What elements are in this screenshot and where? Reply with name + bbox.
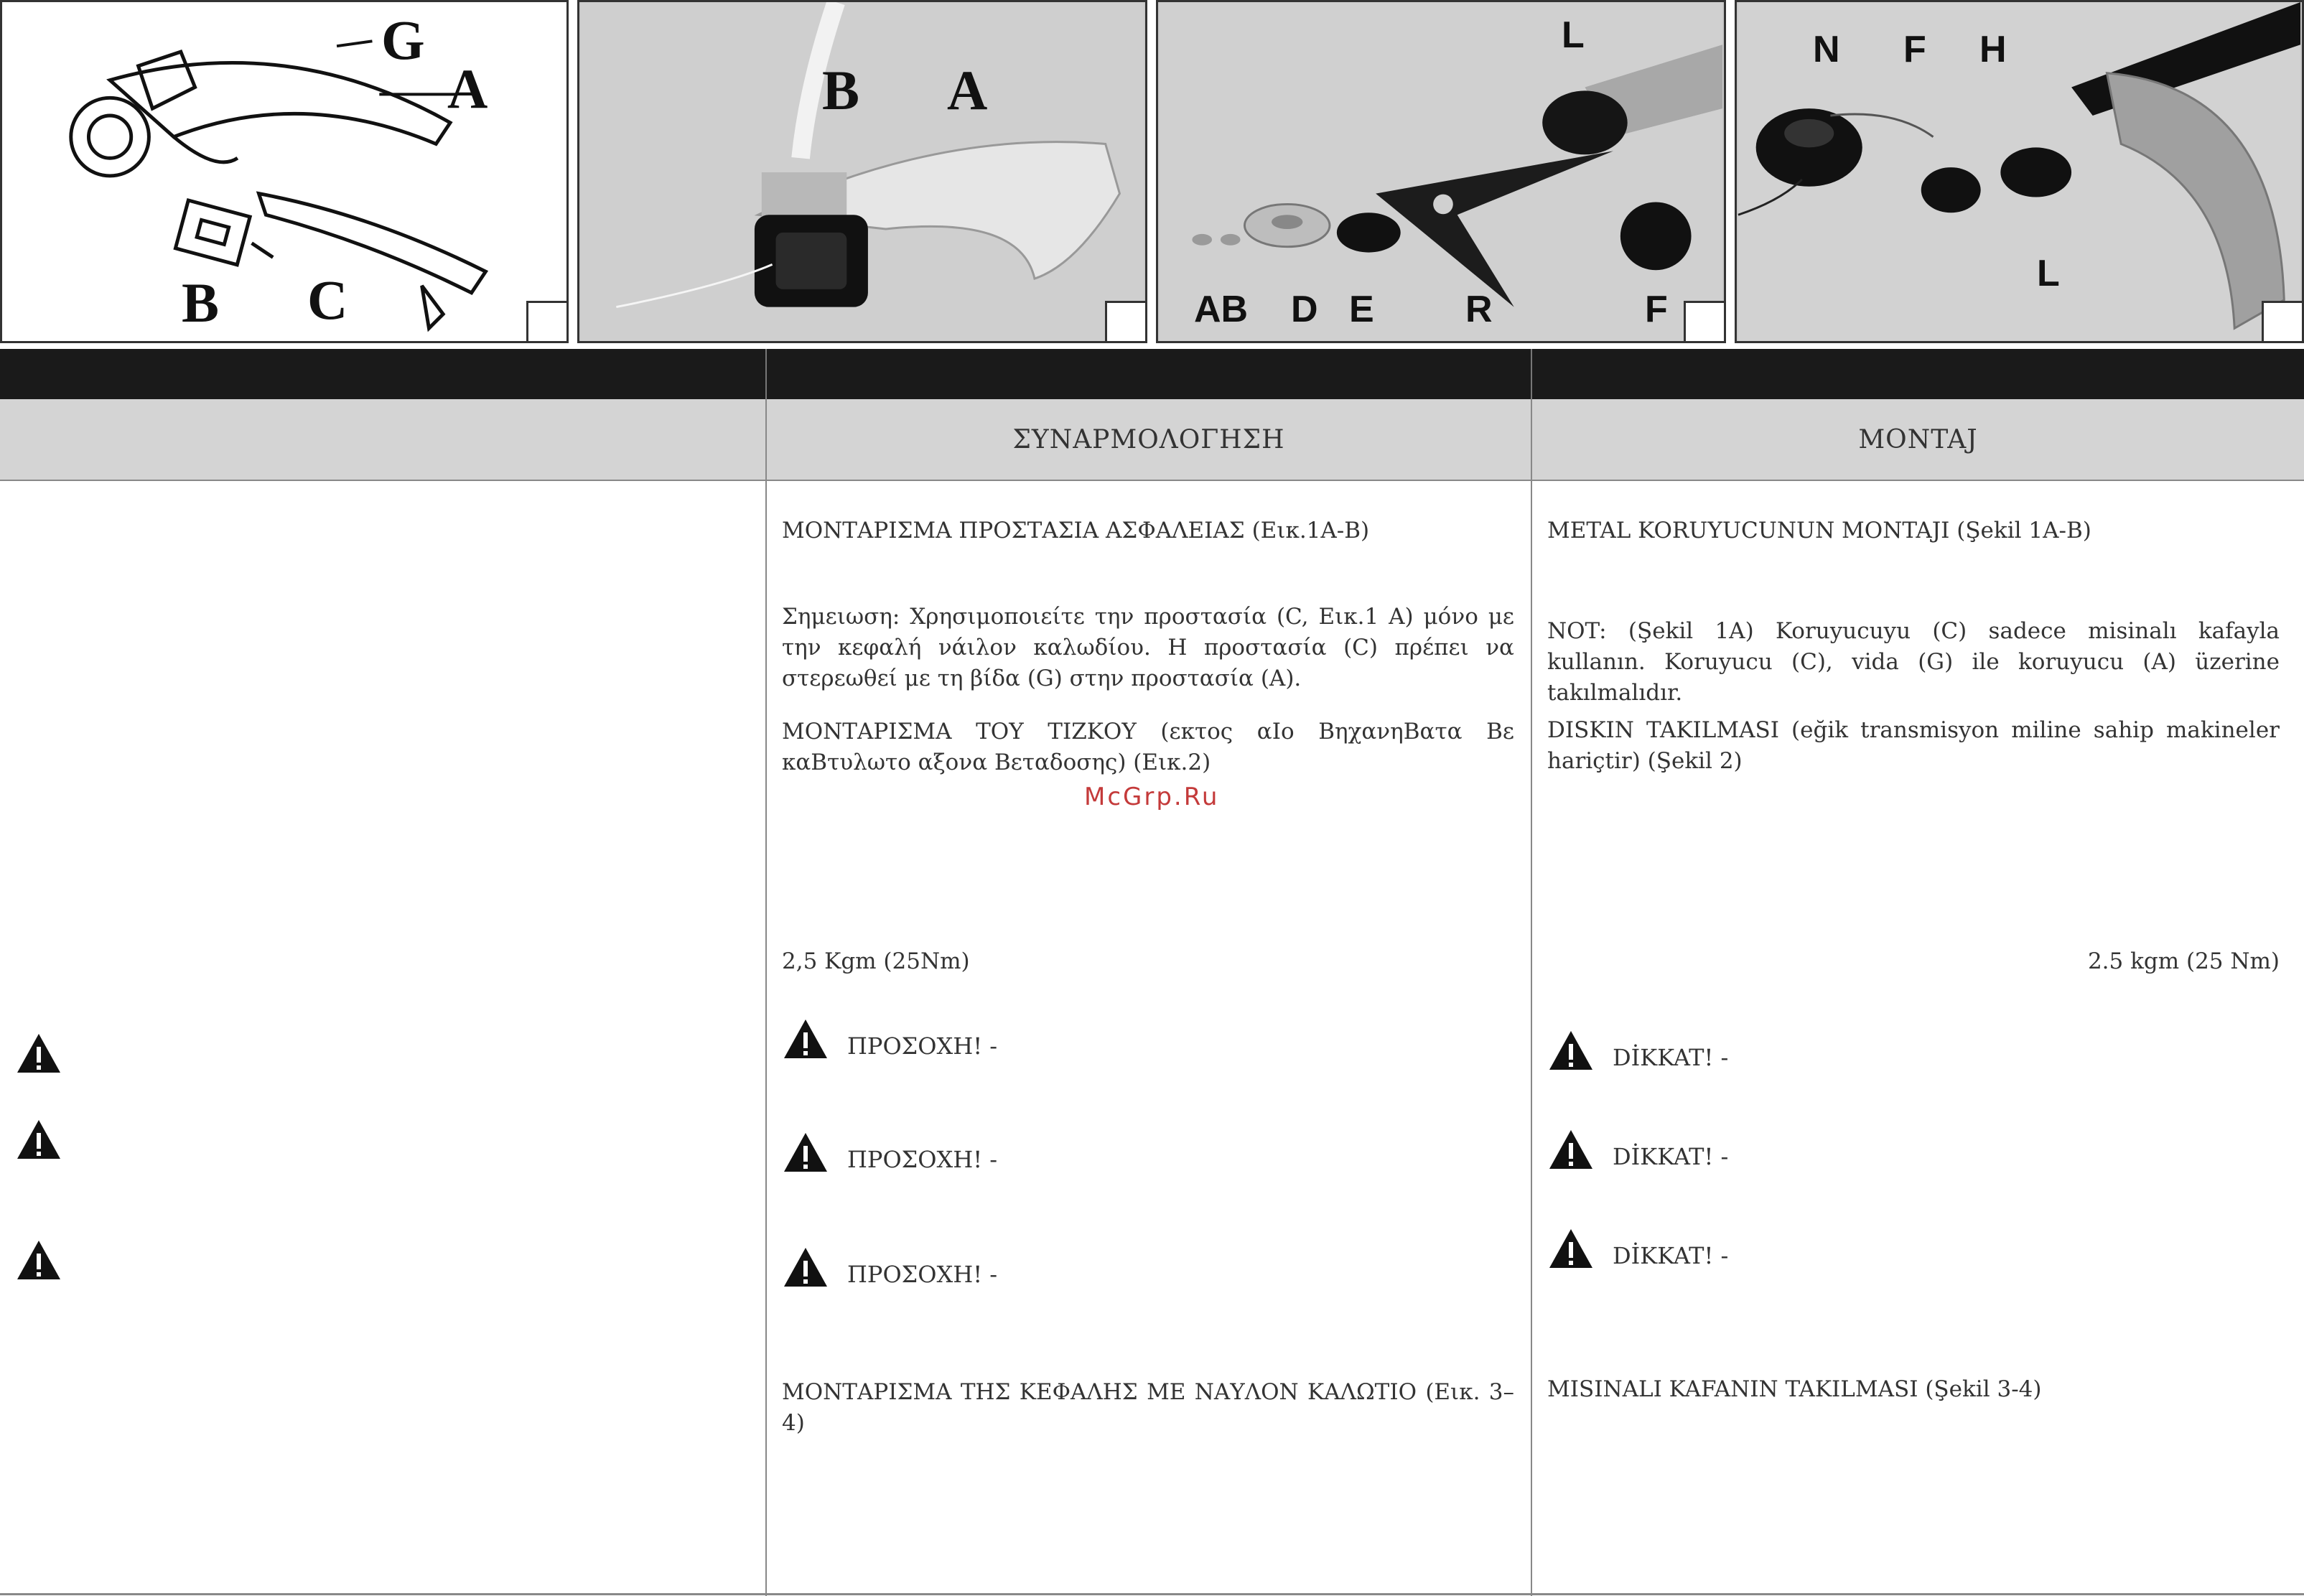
warning-row bbox=[16, 1238, 62, 1284]
greek-warning-3 bbox=[783, 1245, 997, 1291]
column-divider bbox=[1531, 399, 1532, 1596]
label-n: N bbox=[1813, 29, 1840, 70]
warning-text: DİKKAT! - bbox=[1613, 1044, 1729, 1071]
label-l: L bbox=[1562, 14, 1585, 56]
greek-warning-1 bbox=[783, 1017, 997, 1063]
turkish-warning-3 bbox=[1548, 1226, 1728, 1272]
figure-1a-guard-drawing bbox=[0, 0, 569, 343]
figure-1b-guard-photo bbox=[577, 0, 1147, 343]
warning-icon bbox=[1548, 1028, 1594, 1074]
label-b: B bbox=[182, 271, 220, 334]
warning-icon bbox=[783, 1245, 829, 1291]
figure-number-box bbox=[526, 301, 566, 341]
warning-text: DİKKAT! - bbox=[1613, 1242, 1729, 1269]
column-header-row bbox=[0, 399, 2304, 481]
warning-icon bbox=[16, 1117, 62, 1163]
figure-number-box bbox=[2262, 301, 2302, 341]
turkish-warning-2 bbox=[1548, 1127, 1728, 1173]
label-b: B bbox=[822, 59, 860, 121]
label-e: E bbox=[1349, 289, 1374, 330]
turkish-warning-1 bbox=[1548, 1028, 1728, 1074]
turkish-torque: 2.5 kgm (25 Nm) bbox=[2087, 948, 2280, 974]
guard-drawing bbox=[2, 2, 566, 341]
label-h: H bbox=[1979, 29, 2007, 70]
warning-icon bbox=[1548, 1226, 1594, 1272]
turkish-column-title: MONTAJ bbox=[1858, 425, 1978, 454]
label-d: D bbox=[1291, 289, 1318, 330]
bar-divider bbox=[1531, 349, 1532, 399]
watermark: McGrp.Ru bbox=[1084, 783, 1220, 811]
label-f: F bbox=[1645, 289, 1668, 330]
warning-text: ΠΡΟΣΟΧΗ! - bbox=[847, 1032, 998, 1060]
figure-3-4-nylon-head bbox=[1735, 0, 2304, 343]
column-divider bbox=[765, 399, 767, 1596]
figure-number-box bbox=[1684, 301, 1724, 341]
table-top-bar bbox=[0, 349, 2304, 399]
label-ab: AB bbox=[1194, 289, 1249, 330]
warning-row bbox=[16, 1117, 62, 1163]
figure-2-disc-parts bbox=[1156, 0, 1726, 343]
warning-text: ΠΡΟΣΟΧΗ! - bbox=[847, 1261, 998, 1288]
label-a: A bbox=[447, 57, 488, 120]
label-l: L bbox=[2037, 253, 2060, 294]
label-f: F bbox=[1903, 29, 1926, 70]
warning-icon bbox=[1548, 1127, 1594, 1173]
warning-row bbox=[16, 1031, 62, 1077]
greek-torque: 2,5 Kgm (25Nm) bbox=[782, 948, 970, 974]
turkish-note: NOT: (Şekil 1A) Koruyucuyu (C) sadece misinalı kafayla kullanın. Koruyucu (C), vida (G) ile koruyucu (A) üzerine takılmalıdır. bbox=[1547, 618, 2280, 706]
greek-guard-heading: ΜΟΝΤΑΡΙΣΜΑ ΠΡΟΣΤΑΣΙΑ ΑΣΦΑΛΕΙΑΣ (Εικ.1A-B) bbox=[782, 518, 1370, 543]
label-r: R bbox=[1465, 289, 1493, 330]
greek-head-heading: ΜΟΝΤΑΡΙΣΜΑ ΤΗΣ ΚΕΦΑΛΗΣ ΜΕ ΝΑΥΛΟΝ ΚΑΛΩΤΙΟ (Εικ. 3–4) bbox=[782, 1379, 1514, 1436]
warning-icon bbox=[783, 1017, 829, 1063]
label-a: A bbox=[947, 59, 988, 121]
label-c: C bbox=[307, 269, 348, 331]
greek-warning-2 bbox=[783, 1130, 997, 1176]
bar-divider bbox=[765, 349, 767, 399]
warning-icon bbox=[783, 1130, 829, 1176]
warning-icon bbox=[16, 1031, 62, 1077]
guard-photo bbox=[579, 2, 1145, 341]
warning-icon bbox=[16, 1238, 62, 1284]
greek-disc-heading: ΜΟΝΤΑΡΙΣΜΑ ΤΟΥ ΤΙΖΚΟΥ (εκτος αIο ΒηχανηΒατα Βε καΒτυλωτο αξονα Βεταδοσης) (Εικ.2) bbox=[782, 719, 1514, 775]
greek-note: Σημειωση: Χρησιμοποιείτε την προστασία (C, Εικ.1 A) μόνο με την κεφαλή νάιλον καλωδίου. Η προστασία (C) πρέπει να στερεωθεί με τη βίδα (G) στην προστασία (A). bbox=[782, 604, 1514, 691]
table-bottom-line bbox=[0, 1593, 2304, 1595]
label-g: G bbox=[381, 9, 425, 71]
turkish-disc-heading: DISKIN TAKILMASI (eğik transmisyon miline sahip makineler hariçtir) (Şekil 2) bbox=[1547, 717, 2280, 774]
turkish-head-heading: MISINALI KAFANIN TAKILMASI (Şekil 3-4) bbox=[1547, 1376, 2042, 1402]
turkish-guard-heading: METAL KORUYUCUNUN MONTAJI (Şekil 1A-B) bbox=[1547, 518, 2091, 543]
figure-number-box bbox=[1105, 301, 1145, 341]
warning-text: DİKKAT! - bbox=[1613, 1143, 1729, 1170]
greek-column-title: ΣΥΝΑΡΜΟΛΟΓΗΣΗ bbox=[1012, 425, 1285, 454]
warning-text: ΠΡΟΣΟΧΗ! - bbox=[847, 1146, 998, 1173]
